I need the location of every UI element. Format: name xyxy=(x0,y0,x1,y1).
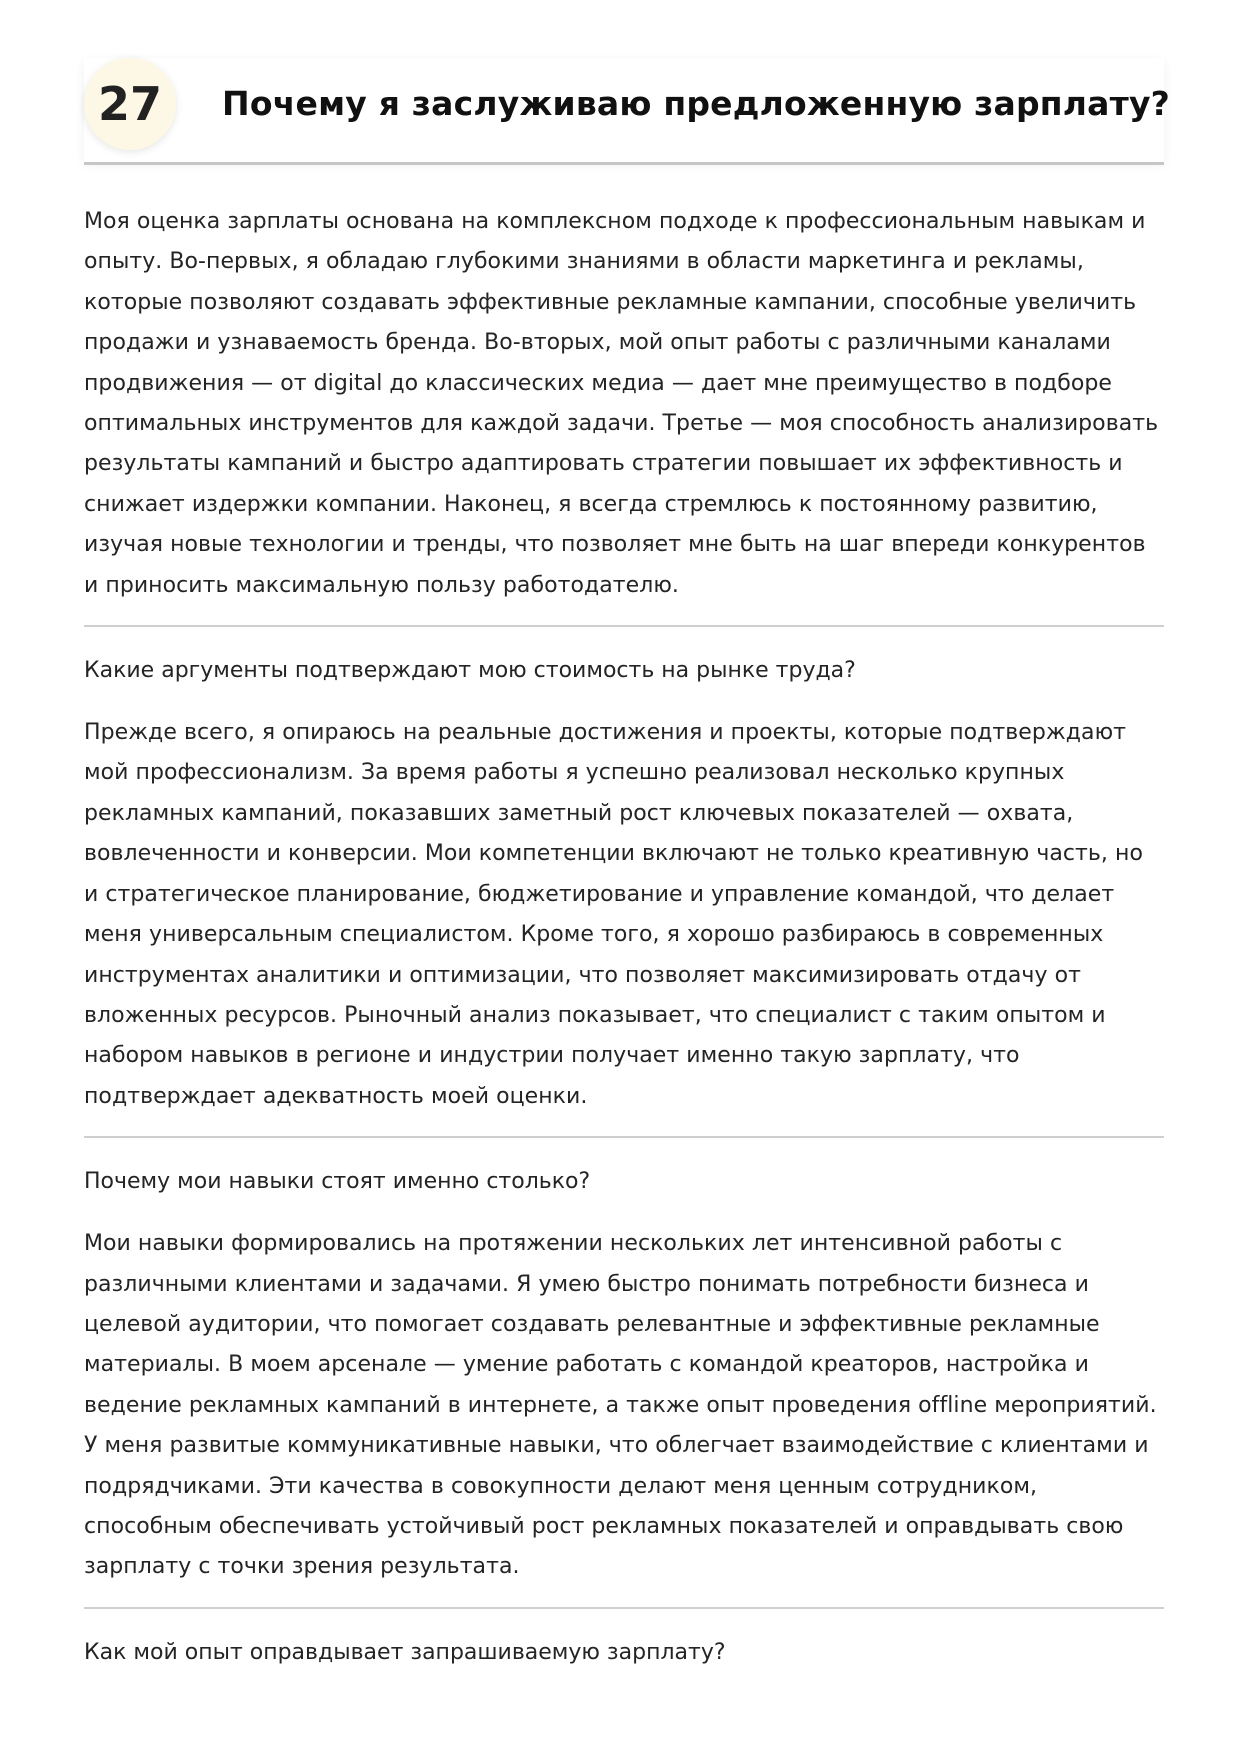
section-3-body: Мои навыки формировались на протяжении нескольких лет интенсивной работы с различными клиентами и задачами. Я умею быстро понимать потребности бизнеса и целевой аудитории, что помогает создавать релевантные и эффективные рекламные материалы. В моем арсенале — умение работать с командой креаторов, настройка и ведение рекламных кампаний в интернете, а также опыт проведения offline мероприятий. У меня развитые коммуникативные навыки, что облегчает взаимодействие с клиентами и подрядчиками. Эти качества в совокупности делают меня ценным сотрудником, способным обеспечивать устойчивый рост рекламных показателей и оправдывать свою зарплату с точки зрения результата. xyxy=(84,1231,1157,1580)
page-header xyxy=(84,58,1171,162)
section-divider xyxy=(84,1136,1164,1138)
section-divider xyxy=(84,1607,1164,1609)
page-title: Почему я заслуживаю предложенную зарплату? xyxy=(222,84,1171,123)
section-2-question: Какие аргументы подтверждают мою стоимость на рынке труда? xyxy=(84,658,856,684)
section-1-body: Моя оценка зарплаты основана на комплексном подходе к профессиональным навыкам и опыту. Во-первых, я обладаю глубокими знаниями в области маркетинга и рекламы, которые позволяют создавать эффективные рекламные кампании, способные увеличить продажи и узнаваемость бренда. Во-вторых, мой опыт работы с различными каналами продвижения — от digital до классических медиа — дает мне преимущество в подборе оптимальных инструментов для каждой задачи. Третье — моя способность анализировать результаты кампаний и быстро адаптировать стратегии повышает их эффективность и снижает издержки компании. Наконец, я всегда стремлюсь к постоянному развитию, изучая новые технологии и тренды, что позволяет мне быть на шаг впереди конкурентов и приносить максимальную пользу работодателю. xyxy=(84,209,1159,598)
section-3-question: Почему мои навыки стоят именно столько? xyxy=(84,1169,591,1195)
page-number-badge: 27 xyxy=(84,58,176,150)
document-body xyxy=(84,202,1164,1673)
section-divider xyxy=(84,625,1164,627)
section-2-body: Прежде всего, я опираюсь на реальные достижения и проекты, которые подтверждают мой профессионализм. За время работы я успешно реализовал несколько крупных рекламных кампаний, показавших заметный рост ключевых показателей — охвата, вовлеченности и конверсии. Мои компетенции включают не только креативную часть, но и стратегическое планирование, бюджетирование и управление командой, что делает меня универсальным специалистом. Кроме того, я хорошо разбираюсь в современных инструментах аналитики и оптимизации, что позволяет максимизировать отдачу от вложенных ресурсов. Рыночный анализ показывает, что специалист с таким опытом и набором навыков в регионе и индустрии получает именно такую зарплату, что подтверждает адекватность моей оценки. xyxy=(84,720,1143,1109)
header-divider xyxy=(84,162,1164,165)
section-4-question: Как мой опыт оправдывает запрашиваемую зарплату? xyxy=(84,1639,726,1665)
